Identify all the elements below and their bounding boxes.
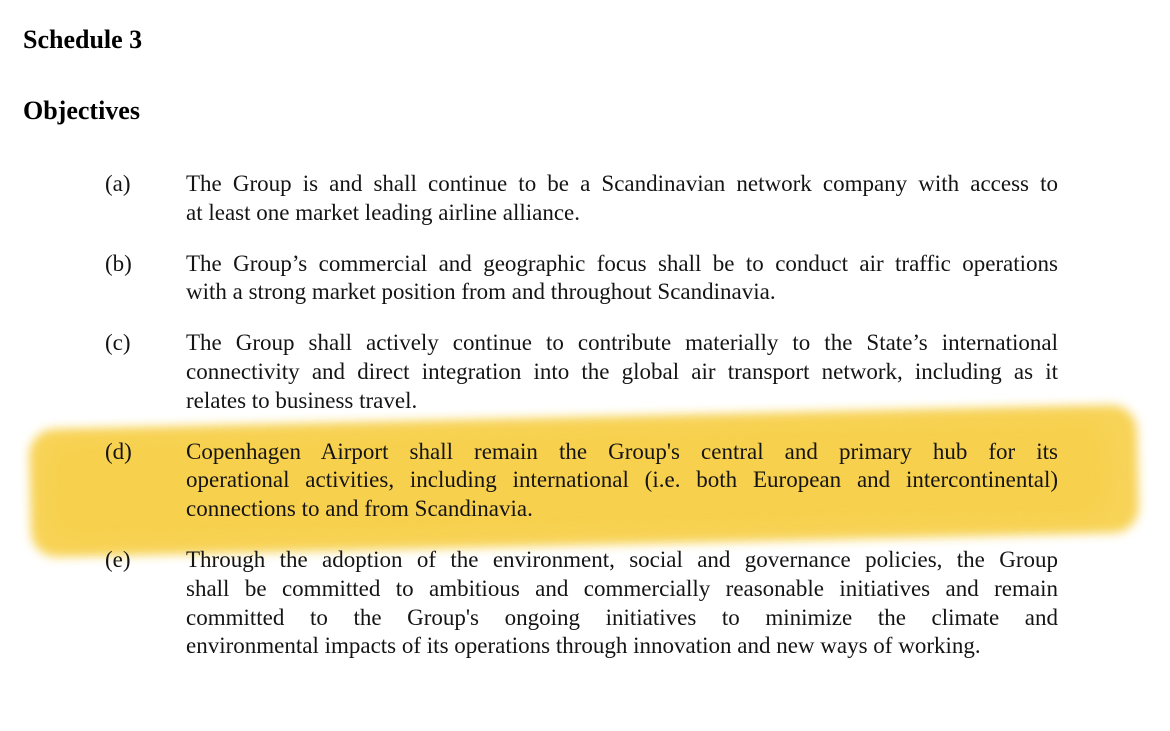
text-line: Through the adoption of the environment, social and governance policies, the Group (186, 546, 1058, 572)
text-line: at least one market leading airline alliance. (186, 199, 581, 225)
text-line: The Group shall actively continue to contribute materially to the State’s international (186, 330, 1058, 356)
objectives-list (0, 170, 1170, 661)
item-label: (d) (105, 438, 132, 464)
item-text (186, 170, 1058, 228)
item-text (186, 250, 1058, 308)
item-text (186, 329, 1058, 415)
item-label: (e) (105, 546, 131, 572)
objective-item-d-highlighted (105, 438, 1058, 524)
item-text (186, 546, 1058, 661)
text-line: connections to and from Scandinavia. (186, 496, 533, 522)
text-line: committed to the Group's ongoing initiatives to minimize the climate and (186, 604, 1058, 630)
text-line: relates to business travel. (186, 387, 418, 413)
objective-item-e (105, 546, 1058, 661)
text-line: The Group is and shall continue to be a Scandinavian network company with access to (186, 171, 1058, 196)
item-label: (a) (105, 171, 131, 196)
text-line: connectivity and direct integration into the global air transport network, including as it (186, 358, 1058, 384)
text-line: The Group’s commercial and geographic focus shall be to conduct air traffic operations (186, 250, 1058, 276)
objectives-heading: Objectives (23, 96, 140, 125)
text-line: environmental impacts of its operations through innovation and new ways of working. (186, 633, 981, 659)
item-label: (c) (105, 330, 131, 356)
objective-item-c (105, 329, 1058, 415)
objective-item-b (105, 250, 1058, 308)
schedule-heading: Schedule 3 (23, 25, 143, 54)
objective-item-a (105, 170, 1058, 228)
text-line: Copenhagen Airport shall remain the Group's central and primary hub for its (186, 438, 1058, 464)
item-label: (b) (105, 250, 132, 276)
text-line: with a strong market position from and throughout Scandinavia. (186, 279, 776, 305)
item-text (186, 438, 1058, 524)
text-line: shall be committed to ambitious and commercially reasonable initiatives and remain (186, 575, 1058, 601)
text-line: operational activities, including international (i.e. both European and intercontinental) (186, 467, 1058, 493)
